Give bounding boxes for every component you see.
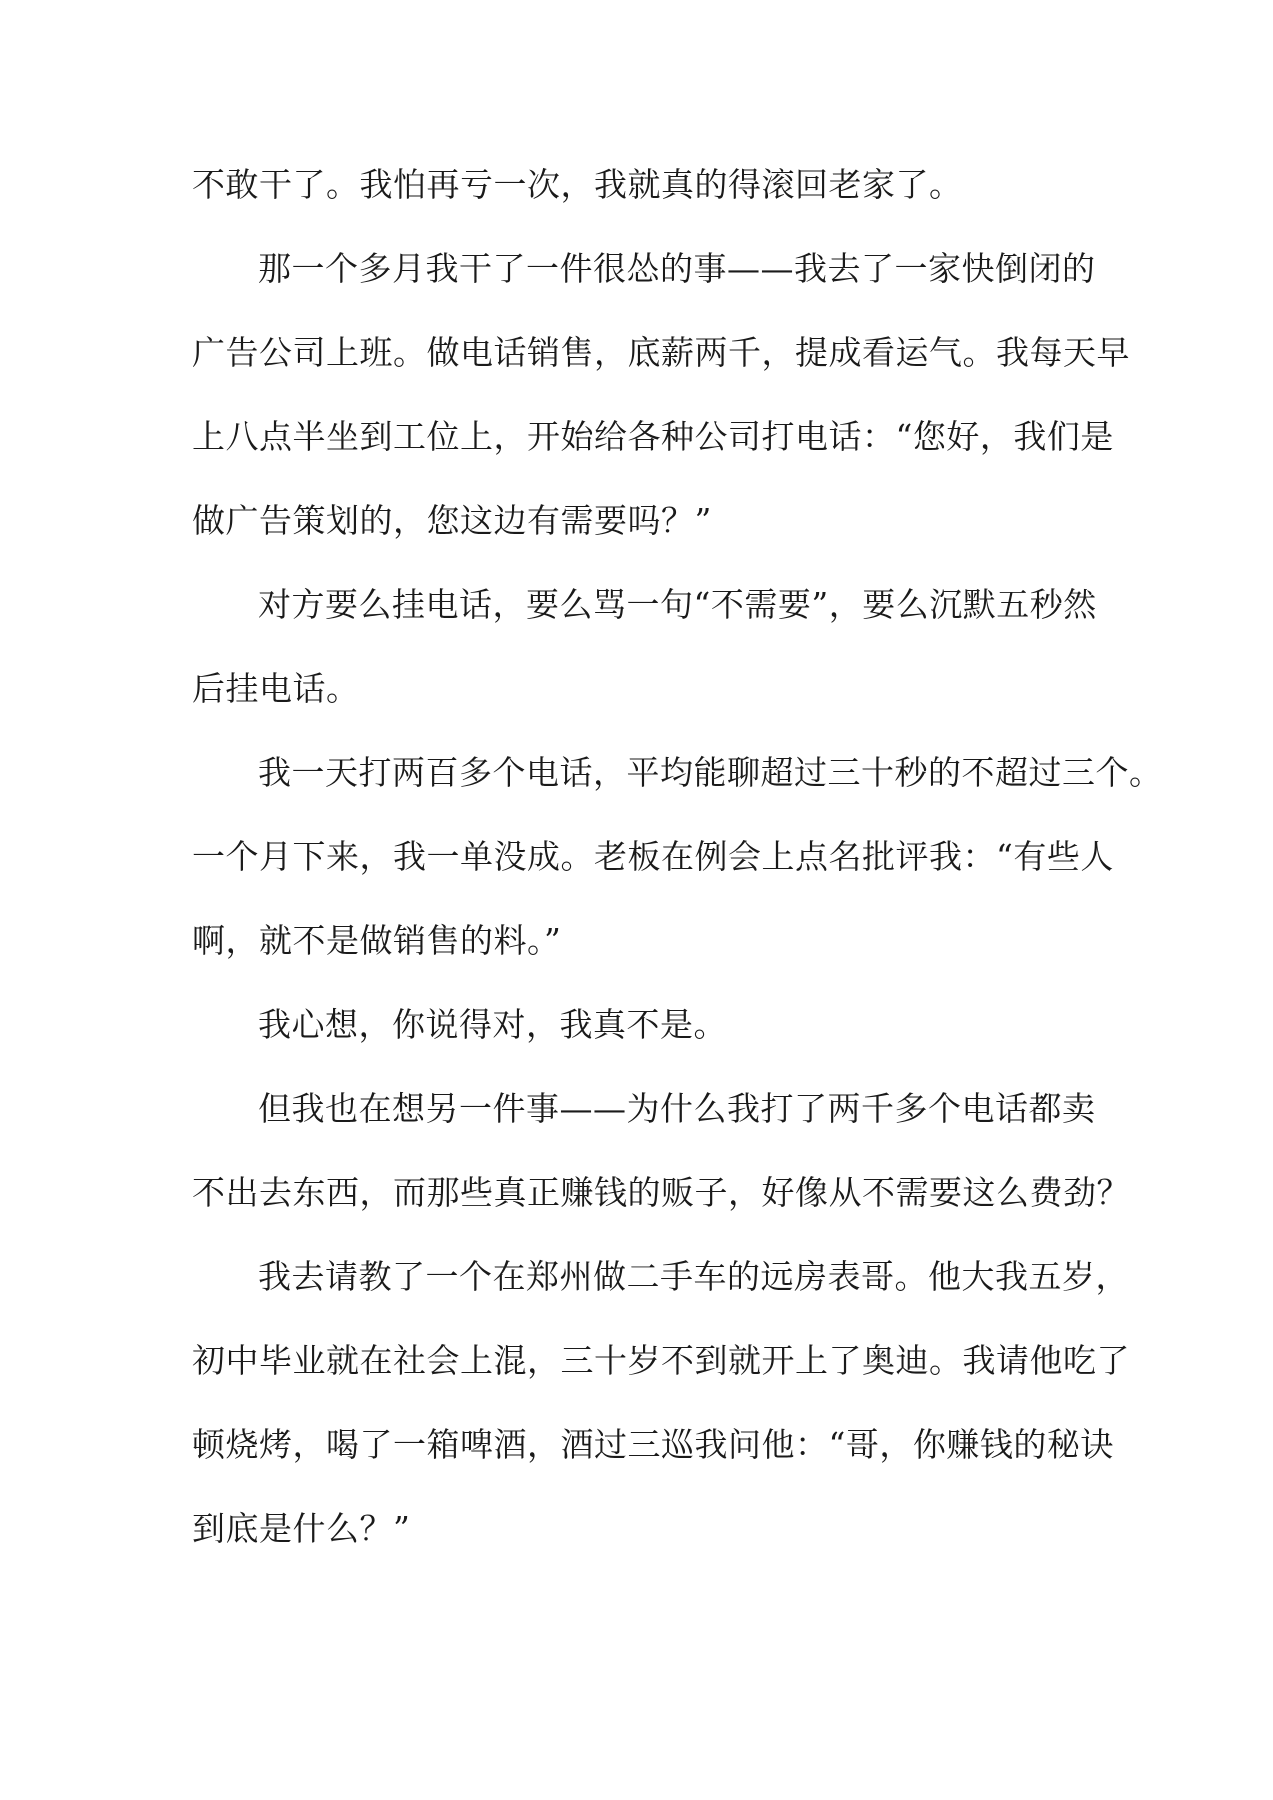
text-line-6: 对方要么挂电话，要么骂一句“不需要”，要么沉默五秒然	[258, 585, 1097, 624]
text-line-2: 那一个多月我干了一件很怂的事——我去了一家快倒闭的	[258, 249, 1096, 288]
text-line-11: 我心想，你说得对，我真不是。	[258, 1005, 727, 1044]
text-line-3: 广告公司上班。做电话销售，底薪两千，提成看运气。我每天早	[192, 333, 1130, 372]
text-line-1: 不敢干了。我怕再亏一次，我就真的得滚回老家了。	[192, 165, 963, 204]
body-text	[192, 165, 1163, 1593]
text-line-10: 啊，就不是做销售的料。”	[192, 921, 562, 960]
text-line-16: 顿烧烤，喝了一箱啤酒，酒过三巡我问他：“哥，你赚钱的秘诀	[192, 1425, 1114, 1464]
text-line-14: 我去请教了一个在郑州做二手车的远房表哥。他大我五岁，	[258, 1257, 1129, 1296]
text-line-17: 到底是什么？”	[192, 1509, 411, 1548]
text-line-13: 不出去东西，而那些真正赚钱的贩子，好像从不需要这么费劲？	[192, 1173, 1130, 1212]
text-line-9: 一个月下来，我一单没成。老板在例会上点名批评我：“有些人	[192, 837, 1114, 876]
text-line-5: 做广告策划的，您这边有需要吗？”	[192, 501, 712, 540]
text-line-4: 上八点半坐到工位上，开始给各种公司打电话：“您好，我们是	[192, 417, 1114, 456]
text-line-8: 我一天打两百多个电话，平均能聊超过三十秒的不超过三个。	[258, 753, 1163, 792]
text-line-12: 但我也在想另一件事——为什么我打了两千多个电话都卖	[258, 1089, 1096, 1128]
text-line-7: 后挂电话。	[192, 669, 360, 708]
text-line-15: 初中毕业就在社会上混，三十岁不到就开上了奥迪。我请他吃了	[192, 1341, 1130, 1380]
